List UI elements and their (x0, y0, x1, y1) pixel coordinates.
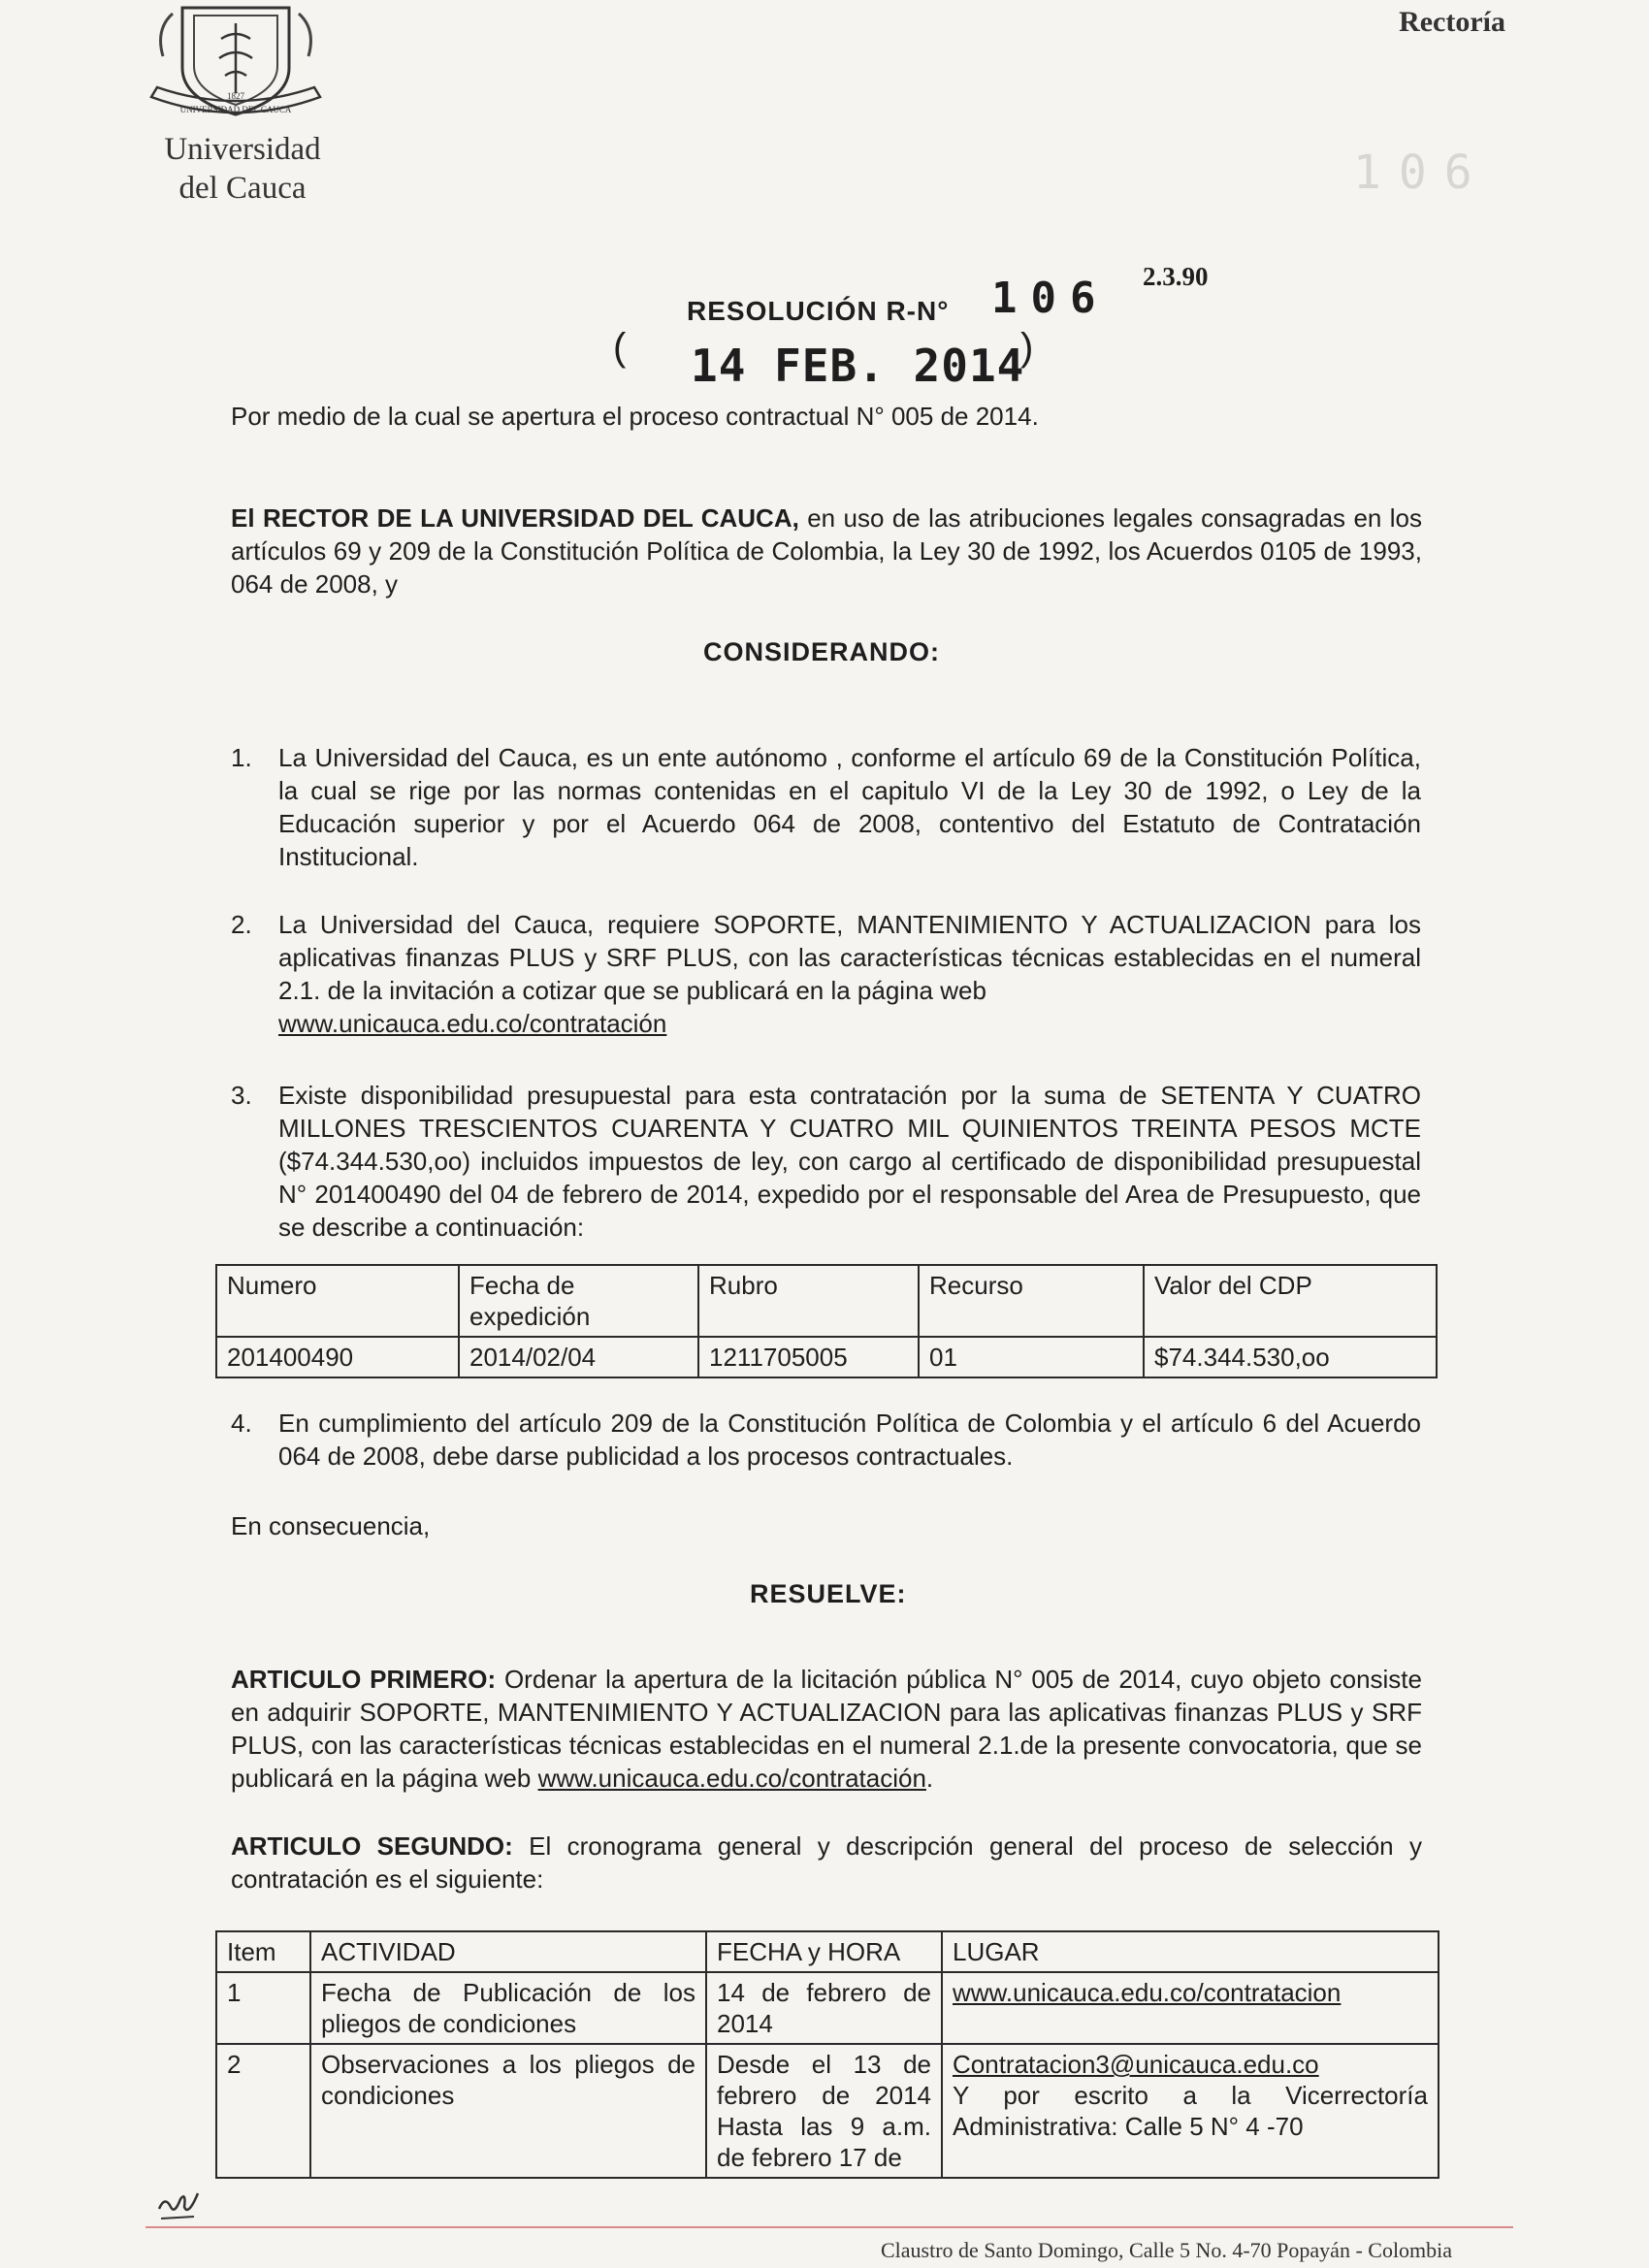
articulo-primero-label: ARTICULO PRIMERO: (231, 1665, 497, 1694)
department-label: Rectoría (1399, 6, 1505, 38)
handwritten-initials (155, 2187, 213, 2226)
preamble (231, 502, 1422, 600)
lugar-link[interactable]: Contratacion3@unicauca.edu.co (953, 2050, 1319, 2079)
svg-text:1827: 1827 (227, 91, 244, 101)
table-header-cell: Item (216, 1931, 310, 1972)
lugar-text: Y por escrito a la Vicerrectoría Administrativa: Calle 5 N° 4 -70 (953, 2081, 1428, 2141)
table-header-cell: LUGAR (942, 1931, 1439, 1972)
considerando-heading: CONSIDERANDO: (703, 637, 941, 666)
table-cell: 2 (216, 2044, 310, 2178)
table-row (216, 1972, 1439, 2044)
articulo-segundo-label: ARTICULO SEGUNDO: (231, 1831, 513, 1861)
table-row (216, 1931, 1439, 1972)
contratacion-link[interactable]: www.unicauca.edu.co/contratación (537, 1764, 926, 1793)
considerando-item-text: La Universidad del Cauca, requiere SOPORTE, MANTENIMIENTO Y ACTUALIZACION para los aplicativas finanzas PLUS y SRF PLUS, con las características técnicas establecidas en el numeral 2.1. de la invitación a cotizar que se publicará en la página web (278, 910, 1421, 1005)
table-cell: $74.344.530,oo (1144, 1337, 1437, 1377)
date-paren-open: ( (613, 326, 627, 369)
articulo-segundo (231, 1830, 1422, 1895)
table-header-cell: Valor del CDP (1144, 1265, 1437, 1337)
considerando-item-num: 3. (231, 1081, 252, 1110)
table-cell: Observaciones a los pliegos de condiciones (310, 2044, 706, 2178)
contratacion-link[interactable]: www.unicauca.edu.co/contratación (278, 1009, 667, 1038)
university-name-line2: del Cauca (178, 171, 307, 206)
table-header-cell: Rubro (698, 1265, 919, 1337)
resolution-code: 2.3.90 (1143, 262, 1209, 291)
considerando-item-num: 2. (231, 910, 252, 939)
table-header-cell: ACTIVIDAD (310, 1931, 706, 1972)
table-row (216, 1337, 1437, 1377)
university-seal-logo (144, 0, 328, 128)
table-cell (942, 1972, 1439, 2044)
considerando-item-block (278, 908, 1421, 1040)
cdp-table (215, 1264, 1438, 1378)
articulo-primero (231, 1663, 1422, 1795)
table-cell: Fecha de Publicación de los pliegos de condiciones (310, 1972, 706, 2044)
table-cell: 01 (919, 1337, 1144, 1377)
university-name-line1: Universidad (164, 132, 321, 167)
lugar-link[interactable]: www.unicauca.edu.co/contratacion (953, 1978, 1342, 2007)
articulo-segundo-text: El cronograma general y descripción general del proceso de selección y contratación es el siguiente: (231, 1831, 1422, 1894)
considerando-item-num: 4. (231, 1409, 252, 1438)
preamble-bold: El RECTOR DE LA UNIVERSIDAD DEL CAUCA, (231, 503, 799, 533)
table-header-cell: FECHA y HORA (706, 1931, 942, 1972)
table-header-cell: Fecha de expedición (459, 1265, 698, 1337)
table-cell: 14 de febrero de 2014 (706, 1972, 942, 2044)
table-cell: 1 (216, 1972, 310, 2044)
university-name (146, 130, 340, 208)
articulo-primero-end: . (925, 1764, 934, 1793)
consecuencia-line: En consecuencia, (231, 1511, 431, 1540)
considerando-item-text: En cumplimiento del artículo 209 de la Constitución Política de Colombia y el artículo 6 del Acuerdo 064 de 2008, debe darse publicidad a los procesos contractuales. (278, 1409, 1421, 1471)
table-row (216, 2044, 1439, 2178)
table-row (216, 1265, 1437, 1337)
table-cell: 1211705005 (698, 1337, 919, 1377)
table-header-cell: Numero (216, 1265, 459, 1337)
considerando-item-text: La Universidad del Cauca, es un ente autónomo , conforme el artículo 69 de la Constitución Política, la cual se rige por las normas contenidas en el capitulo VI de la Ley 30 de 1992, o Ley de la Educación superior y por el Acuerdo 064 de 2008, contentivo del Estatuto de Contratación Institucional. (278, 743, 1421, 871)
footer-rule (146, 2226, 1513, 2228)
bleed-through-number: 106 (1353, 146, 1490, 200)
schedule-table (215, 1930, 1439, 2179)
articulo-primero-text: Ordenar la apertura de la licitación pública N° 005 de 2014, cuyo objeto consiste en adquirir SOPORTE, MANTENIMIENTO Y ACTUALIZACION para las aplicativas finanzas PLUS y SRF PLUS, con las características técnicas establecidas en el numeral 2.1.de la presente convocatoria, que se publicará en la página web (231, 1665, 1422, 1793)
table-cell: 2014/02/04 (459, 1337, 698, 1377)
resolution-date-stamp: 14 FEB. 2014 (691, 340, 1025, 392)
footer-address: Claustro de Santo Domingo, Calle 5 No. 4-70 Popayán - Colombia (881, 2238, 1453, 2262)
intro-line: Por medio de la cual se apertura el proceso contractual N° 005 de 2014. (231, 402, 1039, 431)
table-cell: 201400490 (216, 1337, 459, 1377)
date-paren-close: ) (1020, 326, 1034, 369)
resolution-number: 106 (991, 274, 1110, 323)
table-cell: Desde el 13 de febrero de 2014 Hasta las 9 a.m. de febrero 17 de (706, 2044, 942, 2178)
svg-text:UNIVERSIDAD DEL CAUCA: UNIVERSIDAD DEL CAUCA (179, 105, 292, 114)
resuelve-heading: RESUELVE: (750, 1579, 907, 1608)
considerando-item-text: Existe disponibilidad presupuestal para esta contratación por la suma de SETENTA Y CUATRO MILLONES TRESCIENTOS CUARENTA Y CUATRO MIL QUINIENTOS TREINTA PESOS MCTE ($74.344.530,oo) incluidos impuestos de ley, con cargo al certificado de disponibilidad presupuestal N° 201400490 del 04 de febrero de 2014, expedido por el responsable del Area de Presupuesto, que se describe a continuación: (278, 1081, 1421, 1242)
considerando-item-num: 1. (231, 743, 252, 772)
table-header-cell: Recurso (919, 1265, 1144, 1337)
resolution-label: RESOLUCIÓN R-N° (687, 296, 950, 326)
table-cell (942, 2044, 1439, 2178)
preamble-text: en uso de las atribuciones legales consagradas en los artículos 69 y 209 de la Constitución Política de Colombia, la Ley 30 de 1992, los Acuerdos 0105 de 1993, 064 de 2008, y (231, 503, 1422, 599)
